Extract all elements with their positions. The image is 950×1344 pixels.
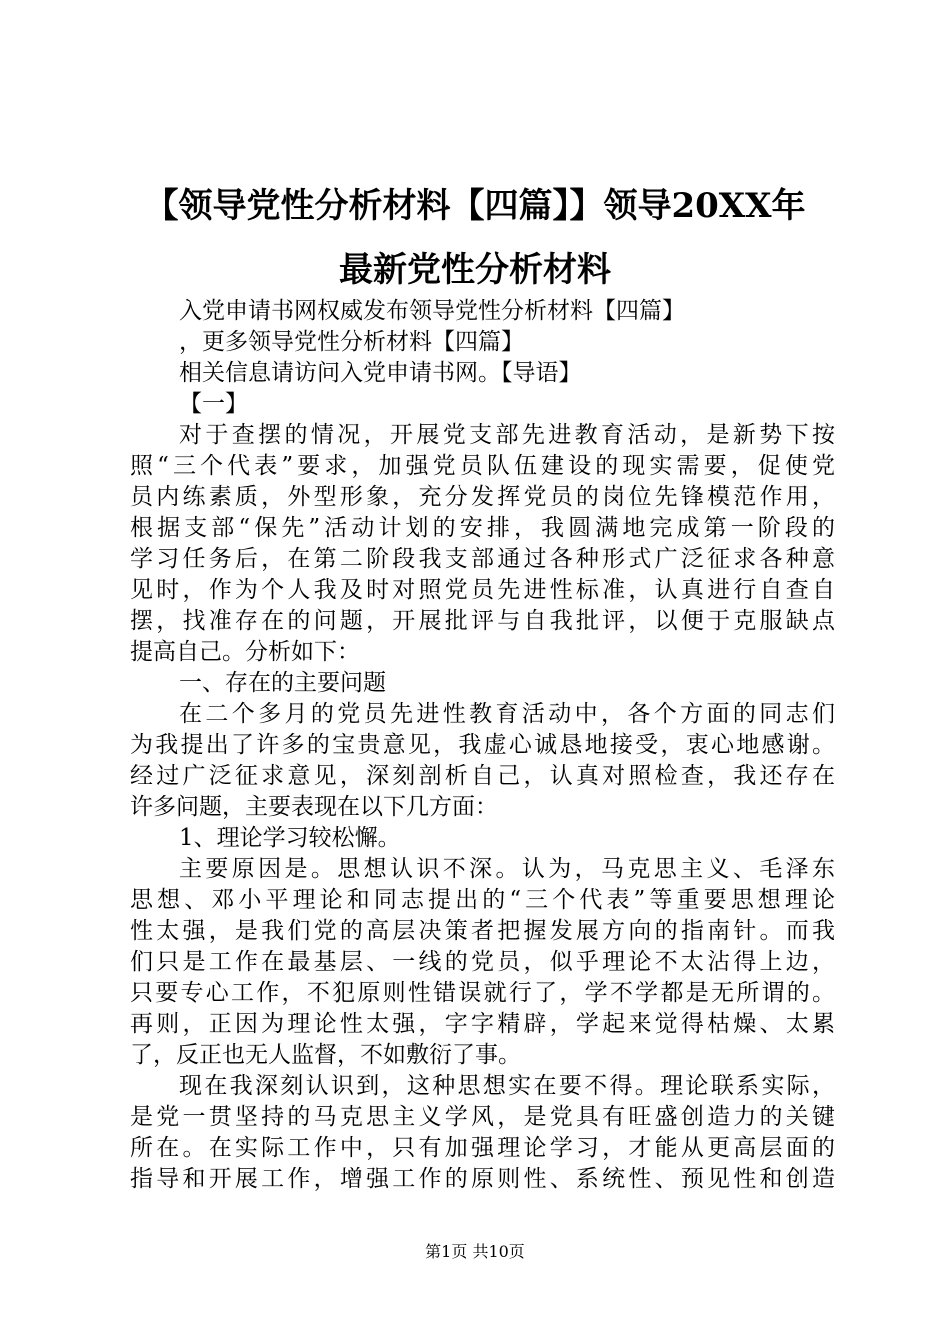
paragraph-line: 对于查摆的情况，开展党支部先进教育活动，是新势下按	[179, 422, 835, 448]
paragraph-line: 在二个多月的党员先进性教育活动中，各个方面的同志们	[179, 701, 835, 727]
paragraph-line: 提高自己。分析如下：	[130, 639, 360, 665]
paragraph-line: 们只是工作在最基层、一线的党员，似乎理论不太沾得上边，	[130, 949, 835, 975]
paragraph-line: 员内练素质，外型形象，充分发挥党员的岗位先锋模范作用，	[130, 484, 835, 510]
paragraph-line: 见时，作为个人我及时对照党员先进性标准，认真进行自查自	[130, 577, 835, 603]
page-footer: 第1页 共10页	[425, 1242, 525, 1261]
document-body	[130, 296, 835, 1195]
section-heading: 一、存在的主要问题	[179, 670, 386, 696]
paragraph-line: 摆，找准存在的问题，开展批评与自我批评，以便于克服缺点	[130, 608, 835, 634]
paragraph-line: 指导和开展工作，增强工作的原则性、系统性、预见性和创造	[130, 1166, 835, 1192]
paragraph-line: 主要原因是。思想认识不深。认为，马克思主义、毛泽东	[179, 856, 835, 882]
paragraph-line: 性太强，是我们党的高层决策者把握发展方向的指南针。而我	[130, 918, 835, 944]
paragraph-line: 了，反正也无人监督，不如敷衍了事。	[130, 1042, 521, 1068]
paragraph-line: 学习任务后，在第二阶段我支部通过各种形式广泛征求各种意	[130, 546, 835, 572]
paragraph-line: 照“三个代表”要求，加强党员队伍建设的现实需要，促使党	[130, 453, 835, 479]
subsection-heading: 1、理论学习较松懈。	[179, 825, 401, 851]
paragraph-line: 现在我深刻认识到，这种思想实在要不得。理论联系实际，	[179, 1073, 835, 1099]
paragraph-line: 许多问题，主要表现在以下几方面：	[130, 794, 498, 820]
paragraph-line: 为我提出了许多的宝贵意见，我虚心诚恳地接受，衷心地感谢。	[130, 732, 835, 758]
intro-line: 相关信息请访问入党申请书网。【导语】	[179, 360, 582, 386]
paragraph-line: 根据支部“保先”活动计划的安排，我圆满地完成第一阶段的	[130, 515, 835, 541]
paragraph-line: 经过广泛征求意见，深刻剖析自己，认真对照检查，我还存在	[130, 763, 835, 789]
intro-line: ，更多领导党性分析材料【四篇】	[179, 329, 524, 355]
paragraph-line: 再则，正因为理论性太强，字字精辟，学起来觉得枯燥、太累	[130, 1011, 835, 1037]
paragraph-line: 只要专心工作，不犯原则性错误就行了，学不学都是无所谓的。	[130, 980, 835, 1006]
document-title-line-2: 最新党性分析材料	[339, 250, 611, 290]
section-marker: 【一】	[179, 391, 248, 417]
document-title-line-1: 【领导党性分析材料【四篇】】领导20XX年	[144, 186, 806, 226]
paragraph-line: 所在。在实际工作中，只有加强理论学习，才能从更高层面的	[130, 1135, 835, 1161]
paragraph-line: 思想、邓小平理论和同志提出的“三个代表”等重要思想理论	[130, 887, 835, 913]
intro-line: 入党申请书网权威发布领导党性分析材料【四篇】	[179, 298, 685, 324]
paragraph-line: 是党一贯坚持的马克思主义学风，是党具有旺盛创造力的关键	[130, 1104, 835, 1130]
